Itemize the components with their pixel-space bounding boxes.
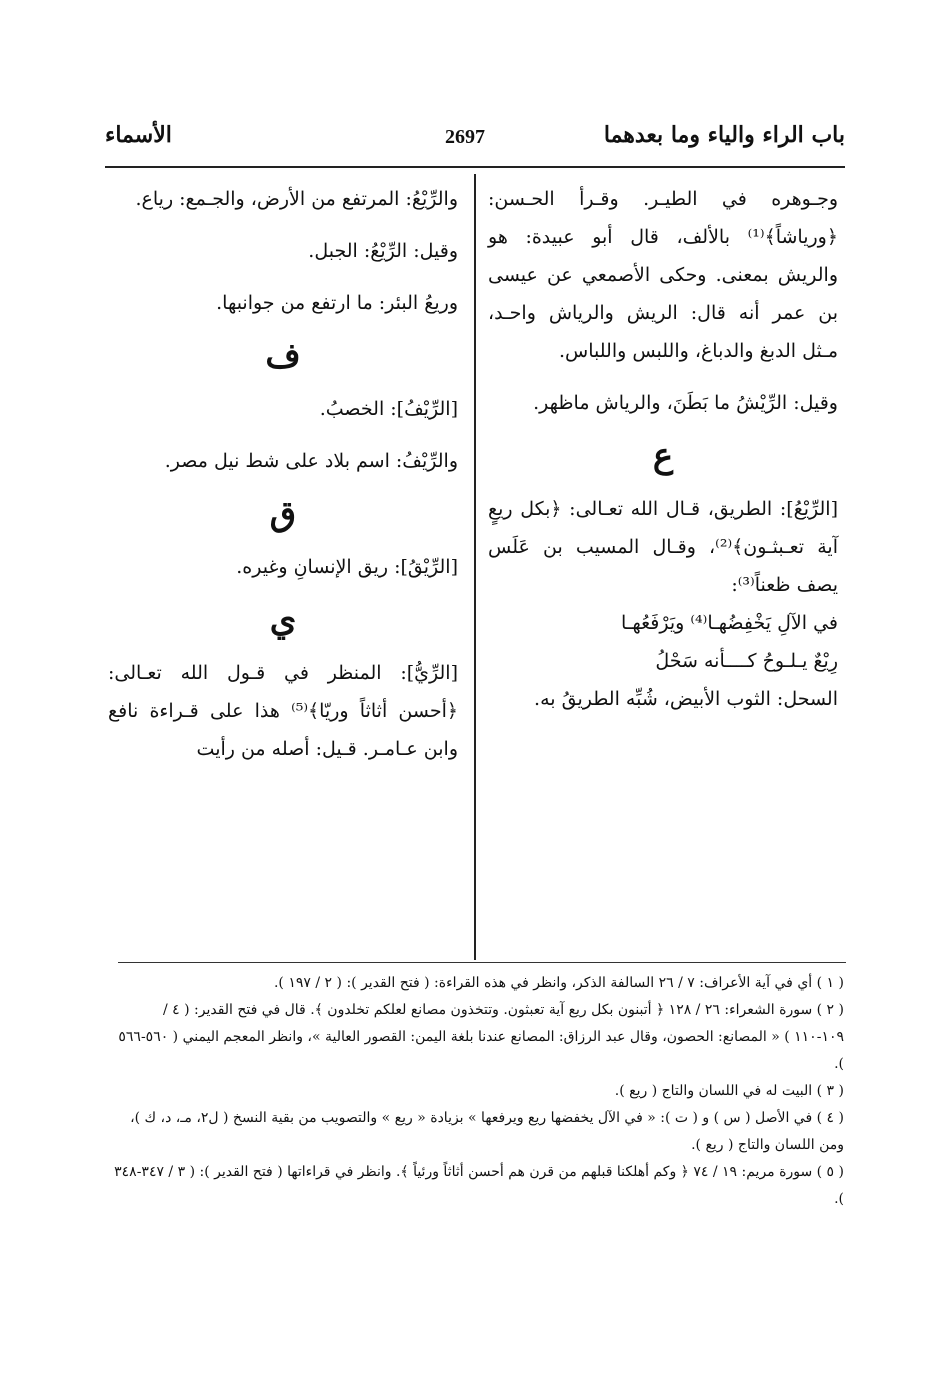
verse-line: رِيْعٌ يـلـوحُ كــــأنه سَحْلُ bbox=[655, 650, 838, 672]
paragraph: [الرِّيُّ]: المنظر في قـول الله تعـالى: ﴿أحسن أثاثاً وريّا﴾⁽⁵⁾ هذا على قـراءة نافع وابن عـامـر. قـيل: أصله من رأيت bbox=[108, 662, 458, 760]
paragraph: والرِّيْعُ: المرتفع من الأرض، والجـمع: رياع. bbox=[135, 188, 458, 210]
section-title: الأسماء bbox=[105, 122, 172, 148]
footnote-divider bbox=[118, 962, 846, 963]
header-divider bbox=[105, 166, 845, 168]
paragraph: السحل: الثوب الأبيض، شُبِّه الطريقُ به. bbox=[534, 688, 838, 710]
chapter-title: باب الراء والياء وما بعدهما bbox=[603, 122, 845, 148]
footnote: ( ١ ) أي في آية الأعراف: ٧ / ٢٦ السالفة الذكر، وانظر في هذه القراءة: ( فتح القدير ): ( ٢ / ١٩٧ ). bbox=[273, 975, 844, 991]
letter-heading: ع bbox=[652, 436, 674, 476]
footnote: ( ٤ ) في الأصل ( س ) و ( ت ): « في الآل يخفضها ريع ويرفعها » بزيادة « ريع » والتصويب من بقية النسخ ( ل٢، مـ، د، ك )، ومن اللسان والتاج ( ريع ). bbox=[130, 1110, 844, 1153]
footnote: ( ٥ ) سورة مريم: ١٩ / ٧٤ ﴿ وكم أهلكنا قبلهم من قرن هم أحسن أثاثاً ورئياً ﴾. وانظر في قراءاتها ( فتح القدير ): ( ٣ / ٣٤٧-٣٤٨ ). bbox=[114, 1164, 844, 1207]
footnotes bbox=[112, 970, 844, 1213]
verse-line: في الآلِ يَخْفِضُهـا⁽⁴⁾ ويَرْفَعُهـا bbox=[621, 612, 838, 634]
page-number: 2697 bbox=[445, 126, 485, 148]
paragraph: وقيل: الرِّيْعُ: الجبل. bbox=[308, 240, 458, 262]
footnote: ( ٣ ) البيت له في اللسان والتاج ( ريع ). bbox=[614, 1083, 844, 1099]
right-column bbox=[488, 180, 838, 718]
paragraph: وريعُ البئر: ما ارتفع من جوانبها. bbox=[216, 292, 458, 314]
footnote: ( ٢ ) سورة الشعراء: ٢٦ / ١٢٨ ﴿ أتبنون بكل ريع آية تعبثون. وتتخذون مصانع لعلكم تخلدون ﴾. قال في فتح القدير: ( ٤ / ١٠٩-١١٠ ) « المصانع: الحصون، وقال عبد الرزاق: المصانع عندنا بلغة اليمن: القصور العالية »، وانظر المعجم اليمني ( ٥٦٠-٥٦٦ ). bbox=[118, 1002, 844, 1072]
letter-heading: ق bbox=[269, 494, 297, 534]
letter-heading: ف bbox=[265, 336, 301, 376]
column-divider bbox=[474, 174, 476, 960]
page-header bbox=[105, 122, 845, 162]
paragraph: والرِّيْفُ: اسم بلاد على شط نيل مصر. bbox=[164, 450, 458, 472]
letter-heading: ي bbox=[269, 600, 297, 640]
paragraph: [الرِّيْقُ]: ريق الإنسانِ وغيره. bbox=[236, 556, 458, 578]
left-column bbox=[108, 180, 458, 768]
paragraph: وقيل: الرِّيْشُ ما بَطَنَ، والرياش ماظهر. bbox=[533, 392, 838, 414]
paragraph: [الرِّيْعُ]: الطريق، قـال الله تعـالى: ﴿بكل ريعٍ آية تعـبثـون﴾⁽²⁾، وقـال المسيب بن عَلَس يصف ظعناً⁽³⁾: bbox=[488, 498, 838, 596]
paragraph: وجـوهره في الطيـر. وقـرأ الحـسن: ﴿ورياشاً﴾⁽¹⁾ بالألف، قال أبو عبيدة: هو والريش بمعنى. وحكى الأصمعي عن عيسى بن عمر أنه قال: الريش والرياش واحـد، مـثل الدبغ والدباغ، واللبس واللباس. bbox=[488, 188, 838, 362]
paragraph: [الرِّيْفُ]: الخصبُ. bbox=[319, 398, 458, 420]
